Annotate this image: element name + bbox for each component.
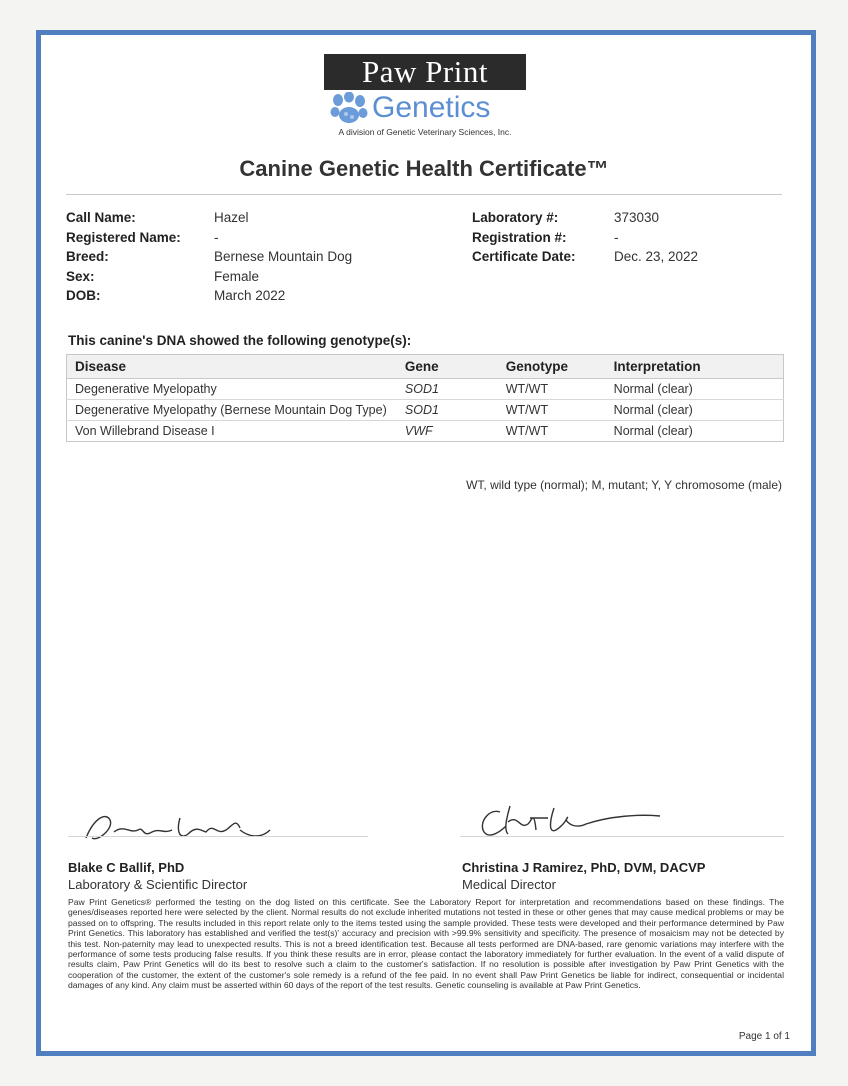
column-header-interpretation: Interpretation bbox=[606, 355, 784, 379]
signer-title-right: Medical Director bbox=[462, 877, 556, 892]
info-row-registration-number bbox=[472, 228, 698, 248]
genotype-heading: This canine's DNA showed the following genotype(s): bbox=[68, 333, 412, 348]
signature-line-left bbox=[68, 836, 368, 837]
company-logo bbox=[324, 54, 526, 140]
table-header-row bbox=[67, 355, 784, 379]
signature-scribble-left bbox=[80, 808, 280, 848]
cell-gene: SOD1 bbox=[397, 400, 498, 421]
cell-disease: Degenerative Myelopathy (Bernese Mountain Dog Type) bbox=[67, 400, 397, 421]
info-row-registered-name bbox=[66, 228, 352, 248]
info-row-sex bbox=[66, 267, 352, 287]
cell-genotype: WT/WT bbox=[498, 421, 606, 442]
cell-disease: Degenerative Myelopathy bbox=[67, 379, 397, 400]
info-label: DOB: bbox=[66, 288, 101, 303]
info-row-certificate-date bbox=[472, 247, 698, 267]
info-label: Registered Name: bbox=[66, 229, 181, 245]
cell-interpretation: Normal (clear) bbox=[606, 421, 784, 442]
info-label: Call Name: bbox=[66, 210, 136, 225]
info-value: Bernese Mountain Dog bbox=[214, 249, 353, 264]
lab-info bbox=[472, 208, 698, 267]
info-label: Breed: bbox=[66, 249, 109, 264]
logo-line-genetics: Genetics bbox=[372, 91, 491, 124]
column-header-genotype: Genotype bbox=[498, 355, 606, 379]
dog-info bbox=[66, 208, 352, 306]
signer-name-left: Blake C Ballif, PhD bbox=[68, 860, 185, 875]
legal-disclaimer: Paw Print Genetics® performed the testing on the dog listed on this certificate. See the Laboratory Report for interpretation and recommendations based on these findings. The genes/diseases reported here were selected by the client. Normal results do not exclude inherited mutations not tested in these or other genes that may cause medical problems or may be passed on to offspring. The results included in this report relate only to the items tested using the sample provided. These tests were developed and their performance determined by Paw Print Genetics. This laboratory has established and verified the test(s)' accuracy and precision with >99.9% sensitivity and specificity. The presence of mosaicism may not be detected by this test. Non-paternity may lead to unexpected results. This is not a breed identification test. Because all tests performed are DNA-based, rare genomic variations may interfere with the performance of some tests producing false results. If you think these results are in error, please contact the laboratory immediately for further evaluation. In the event of a valid dispute of results claim, Paw Print Genetics will do its best to resolve such a claim to the customer's satisfaction. If no resolution is possible after investigation by Paw Print Genetics with the cooperation of the customer, the extent of the customer's sole remedy is a refund of the fee paid. In no event shall Paw Print Genetics be liable for indirect, consequential or incidental damages of any kind. Any claim must be asserted within 60 days of the report of the test results. Genetic counseling is available at Paw Print Genetics. bbox=[68, 897, 784, 991]
cell-genotype: WT/WT bbox=[498, 379, 606, 400]
signature-line-right bbox=[460, 836, 784, 837]
info-row-breed bbox=[66, 247, 352, 267]
info-value: Dec. 23, 2022 bbox=[614, 249, 699, 264]
info-label: Registration #: bbox=[472, 229, 567, 245]
info-label: Certificate Date: bbox=[472, 249, 576, 264]
cell-genotype: WT/WT bbox=[498, 400, 606, 421]
info-label: Laboratory #: bbox=[472, 210, 559, 225]
cell-interpretation: Normal (clear) bbox=[606, 400, 784, 421]
logo-lower bbox=[324, 90, 526, 126]
info-label: Sex: bbox=[66, 268, 95, 284]
info-value: - bbox=[214, 229, 219, 245]
info-value: - bbox=[614, 229, 619, 245]
logo-subtitle: A division of Genetic Veterinary Sciences, Inc. bbox=[338, 127, 512, 137]
cell-gene: VWF bbox=[397, 421, 498, 442]
table-row bbox=[67, 379, 784, 400]
info-value: 373030 bbox=[614, 210, 660, 225]
cell-gene: SOD1 bbox=[397, 379, 498, 400]
paw-icon bbox=[328, 92, 370, 126]
info-value: Hazel bbox=[214, 210, 249, 225]
cell-interpretation: Normal (clear) bbox=[606, 379, 784, 400]
genotype-table bbox=[66, 354, 784, 442]
column-header-gene: Gene bbox=[397, 355, 498, 379]
info-value: Female bbox=[214, 268, 260, 284]
certificate-title: Canine Genetic Health Certificate™ bbox=[239, 156, 609, 181]
info-row-call-name bbox=[66, 208, 352, 228]
info-row-dob bbox=[66, 286, 352, 306]
logo-line-paw-print: Paw Print bbox=[324, 54, 526, 90]
genotype-legend: WT, wild type (normal); M, mutant; Y, Y chromosome (male) bbox=[466, 478, 782, 492]
title-divider bbox=[66, 194, 782, 195]
page-number: Page 1 of 1 bbox=[738, 1031, 790, 1042]
table-row bbox=[67, 421, 784, 442]
info-row-laboratory-number bbox=[472, 208, 698, 228]
column-header-disease: Disease bbox=[67, 355, 397, 379]
signature-scribble-right bbox=[470, 800, 670, 846]
cell-disease: Von Willebrand Disease I bbox=[67, 421, 397, 442]
table-row bbox=[67, 400, 784, 421]
signer-name-right: Christina J Ramirez, PhD, DVM, DACVP bbox=[462, 860, 706, 875]
info-value: March 2022 bbox=[214, 288, 286, 303]
signer-title-left: Laboratory & Scientific Director bbox=[68, 877, 248, 892]
